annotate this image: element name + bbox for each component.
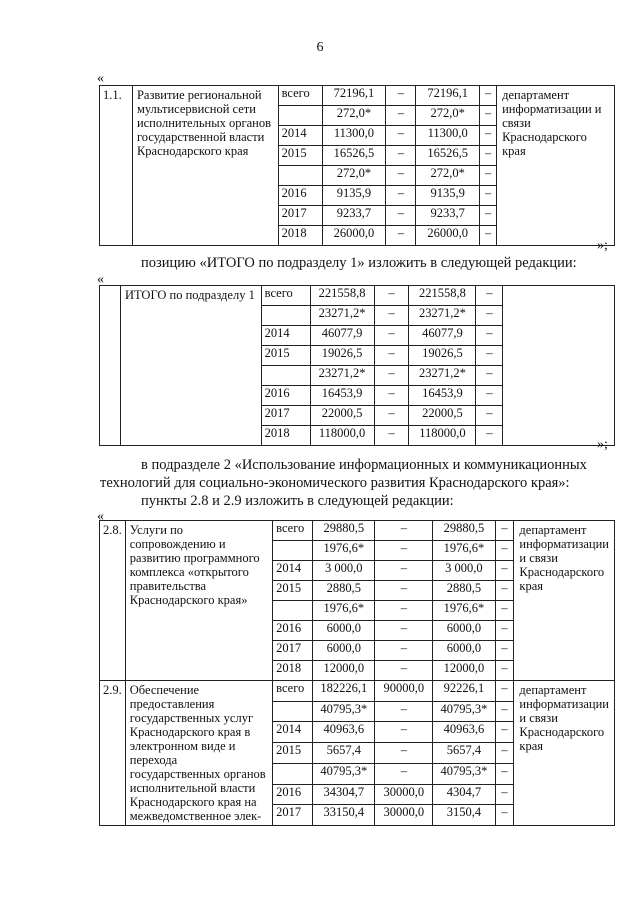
federal-amount-cell: – (375, 601, 433, 621)
federal-amount-cell: – (374, 286, 409, 306)
total-amount-cell: 16453,9 (310, 386, 374, 406)
total-amount-cell: 3 000,0 (313, 561, 375, 581)
regional-amount-cell: 29880,5 (433, 521, 495, 541)
other-amount-cell: – (495, 763, 514, 784)
item-number (100, 286, 121, 446)
regional-amount-cell: 3 000,0 (433, 561, 495, 581)
year-cell: 2015 (273, 743, 313, 764)
item-name: Услуги по сопровождению и развитию программного комплекса «открытого правительства Краснодарского края» (125, 521, 272, 681)
federal-amount-cell: – (374, 426, 409, 446)
federal-amount-cell: – (375, 763, 433, 784)
other-amount-cell: – (480, 146, 497, 166)
year-cell: 2018 (273, 661, 313, 681)
year-cell: 2015 (278, 146, 322, 166)
federal-amount-cell: – (386, 146, 416, 166)
other-amount-cell: – (476, 406, 503, 426)
close-quote: »; (597, 238, 608, 253)
federal-amount-cell: – (386, 106, 416, 126)
instruction-paragraph-2b: технологий для социально-экономического развития Краснодарского края»: (100, 475, 570, 491)
regional-amount-cell: 40963,6 (433, 722, 495, 743)
total-amount-cell: 12000,0 (313, 661, 375, 681)
total-amount-cell: 9233,7 (322, 206, 386, 226)
year-cell: 2016 (261, 386, 310, 406)
table-itogo-1 (99, 285, 615, 446)
total-amount-cell: 5657,4 (313, 743, 375, 764)
other-amount-cell: – (476, 346, 503, 366)
instruction-paragraph-1: позицию «ИТОГО по подразделу 1» изложить в следующей редакции: (141, 255, 577, 271)
other-amount-cell: – (495, 561, 514, 581)
other-amount-cell: – (495, 641, 514, 661)
regional-amount-cell: 16453,9 (409, 386, 476, 406)
regional-amount-cell: 6000,0 (433, 621, 495, 641)
federal-amount-cell: – (375, 722, 433, 743)
open-quote: « (97, 71, 104, 86)
federal-amount-cell: 90000,0 (375, 681, 433, 702)
responsible-department: департамент информатизации и связи Краснодарского края (497, 86, 615, 246)
item-name: Развитие региональной мультисервисной сети исполнительных органов государственной власти Краснодарского края (132, 86, 278, 246)
total-amount-cell: 40795,3* (313, 701, 375, 722)
other-amount-cell: – (495, 681, 514, 702)
other-amount-cell: – (480, 106, 497, 126)
year-cell: 2016 (278, 186, 322, 206)
responsible-department (503, 286, 615, 446)
item-name: ИТОГО по подразделу 1 (120, 286, 261, 446)
other-amount-cell: – (476, 386, 503, 406)
year-cell: 2014 (273, 722, 313, 743)
regional-amount-cell: 22000,5 (409, 406, 476, 426)
close-quote: »; (597, 437, 608, 452)
other-amount-cell: – (476, 326, 503, 346)
other-amount-cell: – (495, 581, 514, 601)
total-amount-cell: 272,0* (322, 106, 386, 126)
year-cell: 2015 (273, 581, 313, 601)
year-cell: 2014 (261, 326, 310, 346)
other-amount-cell: – (480, 166, 497, 186)
regional-amount-cell: 9233,7 (416, 206, 480, 226)
other-amount-cell: – (495, 743, 514, 764)
year-cell: всего (278, 86, 322, 106)
regional-amount-cell: 3150,4 (433, 805, 495, 826)
regional-amount-cell: 2880,5 (433, 581, 495, 601)
year-cell: всего (273, 681, 313, 702)
federal-amount-cell: – (386, 86, 416, 106)
year-cell: 2017 (273, 641, 313, 661)
total-amount-cell: 6000,0 (313, 641, 375, 661)
total-amount-cell: 22000,5 (310, 406, 374, 426)
other-amount-cell: – (480, 206, 497, 226)
year-cell: 2015 (261, 346, 310, 366)
regional-amount-cell: 26000,0 (416, 226, 480, 246)
regional-amount-cell: 1976,6* (433, 601, 495, 621)
total-amount-cell: 40795,3* (313, 763, 375, 784)
federal-amount-cell: – (374, 326, 409, 346)
other-amount-cell: – (476, 306, 503, 326)
total-amount-cell: 1976,6* (313, 601, 375, 621)
total-amount-cell: 6000,0 (313, 621, 375, 641)
total-amount-cell: 1976,6* (313, 541, 375, 561)
federal-amount-cell: – (375, 641, 433, 661)
year-cell: 2018 (278, 226, 322, 246)
regional-amount-cell: 272,0* (416, 166, 480, 186)
year-cell: 2014 (273, 561, 313, 581)
other-amount-cell: – (495, 805, 514, 826)
federal-amount-cell: – (374, 386, 409, 406)
other-amount-cell: – (495, 621, 514, 641)
regional-amount-cell: 19026,5 (409, 346, 476, 366)
federal-amount-cell: – (374, 306, 409, 326)
other-amount-cell: – (480, 126, 497, 146)
other-amount-cell: – (480, 226, 497, 246)
other-amount-cell: – (495, 541, 514, 561)
responsible-department: департамент информатизации и связи Краснодарского края (514, 521, 615, 681)
federal-amount-cell: – (375, 581, 433, 601)
open-quote: « (97, 509, 104, 524)
other-amount-cell: – (480, 86, 497, 106)
other-amount-cell: – (476, 366, 503, 386)
other-amount-cell: – (495, 784, 514, 805)
total-amount-cell: 118000,0 (310, 426, 374, 446)
other-amount-cell: – (495, 722, 514, 743)
federal-amount-cell: – (386, 166, 416, 186)
year-cell (261, 366, 310, 386)
total-amount-cell: 19026,5 (310, 346, 374, 366)
year-cell (273, 601, 313, 621)
regional-amount-cell: 92226,1 (433, 681, 495, 702)
year-cell (273, 763, 313, 784)
total-amount-cell: 9135,9 (322, 186, 386, 206)
federal-amount-cell: – (386, 206, 416, 226)
total-amount-cell: 272,0* (322, 166, 386, 186)
table-items-2-8-2-9 (99, 520, 615, 826)
total-amount-cell: 2880,5 (313, 581, 375, 601)
federal-amount-cell: 30000,0 (375, 784, 433, 805)
federal-amount-cell: – (375, 621, 433, 641)
federal-amount-cell: – (374, 366, 409, 386)
total-amount-cell: 26000,0 (322, 226, 386, 246)
total-amount-cell: 16526,5 (322, 146, 386, 166)
year-cell: 2014 (278, 126, 322, 146)
total-amount-cell: 40963,6 (313, 722, 375, 743)
table-row (100, 681, 615, 702)
federal-amount-cell: – (375, 521, 433, 541)
regional-amount-cell: 6000,0 (433, 641, 495, 661)
total-amount-cell: 72196,1 (322, 86, 386, 106)
page-number: 6 (316, 40, 324, 55)
responsible-department: департамент информатизации и связи Краснодарского края (514, 681, 615, 826)
regional-amount-cell: 11300,0 (416, 126, 480, 146)
regional-amount-cell: 40795,3* (433, 701, 495, 722)
year-cell: 2017 (278, 206, 322, 226)
federal-amount-cell: – (386, 126, 416, 146)
regional-amount-cell: 23271,2* (409, 366, 476, 386)
item-number: 1.1. (100, 86, 133, 246)
total-amount-cell: 23271,2* (310, 366, 374, 386)
regional-amount-cell: 272,0* (416, 106, 480, 126)
regional-amount-cell: 9135,9 (416, 186, 480, 206)
year-cell (273, 701, 313, 722)
table-row (100, 521, 615, 541)
item-name: Обеспечение предоставления государственных услуг Краснодарского края в электронном виде и перехода государственных органов исполнительной власти Краснодарского края на межведомственное элек- (125, 681, 272, 826)
total-amount-cell: 34304,7 (313, 784, 375, 805)
federal-amount-cell: – (375, 541, 433, 561)
federal-amount-cell: – (375, 743, 433, 764)
total-amount-cell: 29880,5 (313, 521, 375, 541)
year-cell (278, 166, 322, 186)
federal-amount-cell: 30000,0 (375, 805, 433, 826)
total-amount-cell: 33150,4 (313, 805, 375, 826)
open-quote: « (97, 272, 104, 287)
year-cell: 2017 (273, 805, 313, 826)
year-cell: всего (273, 521, 313, 541)
item-number: 2.9. (100, 681, 126, 826)
regional-amount-cell: 46077,9 (409, 326, 476, 346)
total-amount-cell: 23271,2* (310, 306, 374, 326)
year-cell: всего (261, 286, 310, 306)
regional-amount-cell: 118000,0 (409, 426, 476, 446)
regional-amount-cell: 1976,6* (433, 541, 495, 561)
instruction-paragraph-3: пункты 2.8 и 2.9 изложить в следующей редакции: (141, 493, 454, 509)
item-number: 2.8. (100, 521, 126, 681)
federal-amount-cell: – (375, 701, 433, 722)
year-cell: 2018 (261, 426, 310, 446)
year-cell (273, 541, 313, 561)
regional-amount-cell: 16526,5 (416, 146, 480, 166)
table-item-1-1 (99, 85, 615, 246)
year-cell: 2017 (261, 406, 310, 426)
year-cell (278, 106, 322, 126)
other-amount-cell: – (495, 661, 514, 681)
year-cell (261, 306, 310, 326)
regional-amount-cell: 40795,3* (433, 763, 495, 784)
regional-amount-cell: 23271,2* (409, 306, 476, 326)
table-row (100, 86, 615, 106)
year-cell: 2016 (273, 621, 313, 641)
federal-amount-cell: – (374, 346, 409, 366)
other-amount-cell: – (495, 521, 514, 541)
total-amount-cell: 221558,8 (310, 286, 374, 306)
other-amount-cell: – (476, 426, 503, 446)
regional-amount-cell: 4304,7 (433, 784, 495, 805)
other-amount-cell: – (480, 186, 497, 206)
other-amount-cell: – (476, 286, 503, 306)
federal-amount-cell: – (375, 561, 433, 581)
federal-amount-cell: – (386, 186, 416, 206)
federal-amount-cell: – (374, 406, 409, 426)
regional-amount-cell: 5657,4 (433, 743, 495, 764)
federal-amount-cell: – (375, 661, 433, 681)
regional-amount-cell: 12000,0 (433, 661, 495, 681)
regional-amount-cell: 72196,1 (416, 86, 480, 106)
federal-amount-cell: – (386, 226, 416, 246)
other-amount-cell: – (495, 601, 514, 621)
other-amount-cell: – (495, 701, 514, 722)
table-row (100, 286, 615, 306)
instruction-paragraph-2a: в подразделе 2 «Использование информационных и коммуникационных (141, 457, 587, 473)
regional-amount-cell: 221558,8 (409, 286, 476, 306)
total-amount-cell: 11300,0 (322, 126, 386, 146)
total-amount-cell: 182226,1 (313, 681, 375, 702)
total-amount-cell: 46077,9 (310, 326, 374, 346)
year-cell: 2016 (273, 784, 313, 805)
